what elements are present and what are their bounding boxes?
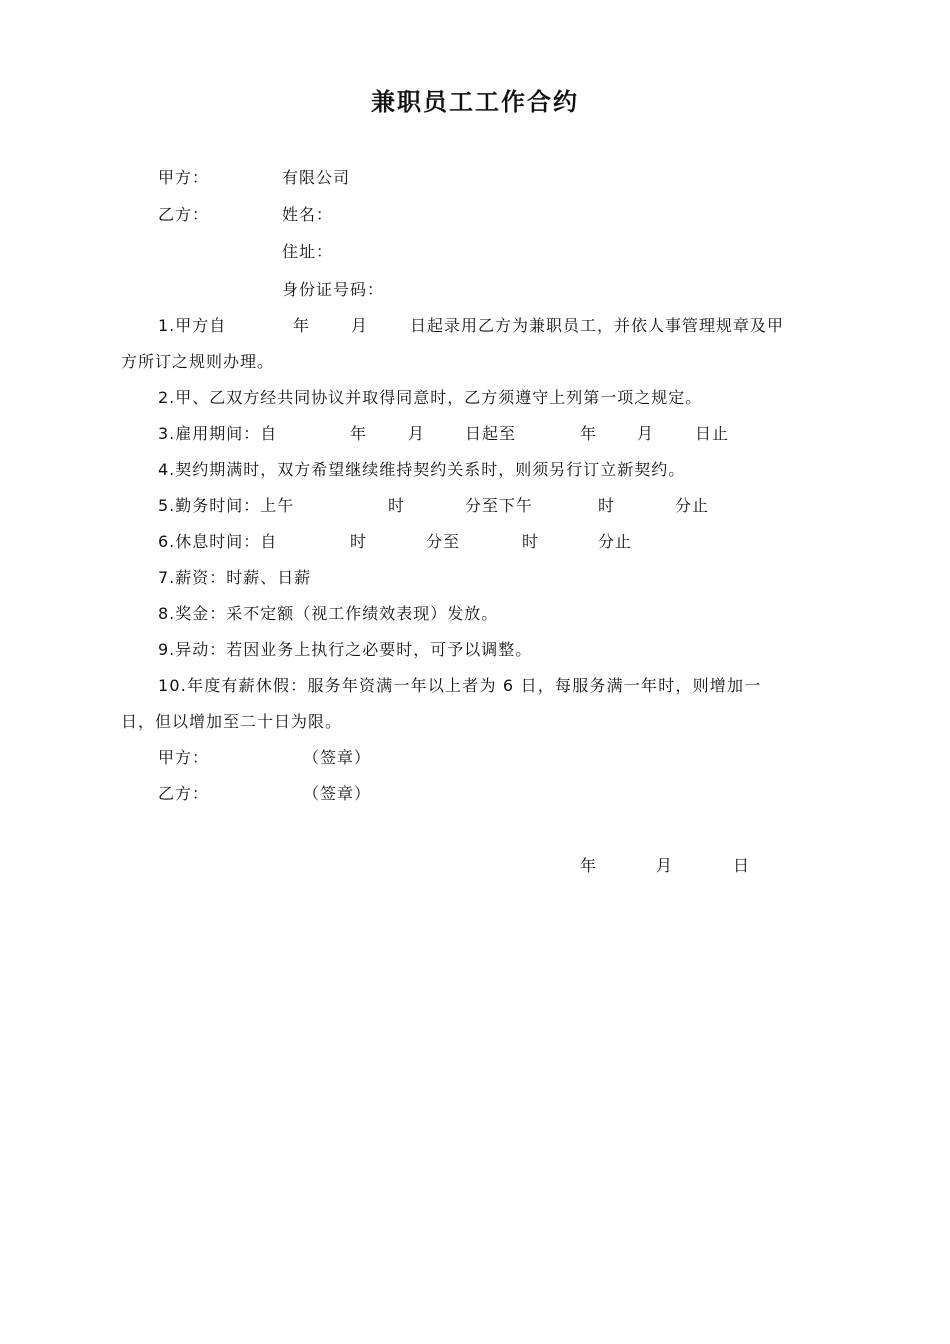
signature-party-b-label: 乙方： bbox=[158, 784, 210, 803]
clause-3-year-1: 年 bbox=[350, 424, 368, 443]
clause-1-year: 年 bbox=[293, 316, 311, 335]
clause-3-mid: 日起至 bbox=[465, 424, 517, 443]
page-title: 兼职员工工作合约 bbox=[371, 87, 579, 116]
clause-10-continuation: 日，但以增加至二十日为限。 bbox=[121, 712, 343, 731]
clause-3-end: 日止 bbox=[695, 424, 730, 443]
party-b-label: 乙方： bbox=[158, 205, 210, 224]
clause-6-end: 分止 bbox=[598, 532, 633, 551]
clause-9-text: 9.异动：若因业务上执行之必要时，可予以调整。 bbox=[158, 640, 533, 659]
clause-5-hour-1: 时 bbox=[388, 496, 406, 515]
clause-5-prefix: 5.勤务时间：上午 bbox=[158, 496, 295, 515]
date-day: 日 bbox=[733, 856, 751, 875]
clause-6-hour-1: 时 bbox=[350, 532, 368, 551]
clause-1-prefix: 1.甲方自 bbox=[158, 316, 227, 335]
clause-6-prefix: 6.休息时间：自 bbox=[158, 532, 278, 551]
clause-5-mid: 分至下午 bbox=[465, 496, 534, 515]
party-a-value: 有限公司 bbox=[282, 168, 351, 187]
date-year: 年 bbox=[580, 856, 598, 875]
clause-3-month-2: 月 bbox=[637, 424, 655, 443]
clause-1-month: 月 bbox=[351, 316, 369, 335]
signature-party-a-seal: （签章） bbox=[303, 748, 372, 767]
clause-6-mid: 分至 bbox=[426, 532, 461, 551]
date-month: 月 bbox=[656, 856, 674, 875]
clause-8-text: 8.奖金：采不定额（视工作绩效表现）发放。 bbox=[158, 604, 499, 623]
clause-5-end: 分止 bbox=[675, 496, 710, 515]
clause-6-hour-2: 时 bbox=[522, 532, 540, 551]
party-b-address-label: 住址： bbox=[282, 242, 334, 261]
clause-4-text: 4.契约期满时，双方希望继续维持契约关系时，则须另行订立新契约。 bbox=[158, 460, 686, 479]
signature-party-a-label: 甲方： bbox=[158, 748, 210, 767]
clause-10-text: 10.年度有薪休假：服务年资满一年以上者为 6 日，每服务满一年时，则增加一 bbox=[158, 676, 762, 695]
clause-3-prefix: 3.雇用期间：自 bbox=[158, 424, 278, 443]
clause-1-continuation: 方所订之规则办理。 bbox=[121, 352, 275, 371]
clause-3-month-1: 月 bbox=[408, 424, 426, 443]
party-b-id-label: 身份证号码： bbox=[282, 280, 385, 299]
party-a-label: 甲方： bbox=[158, 168, 210, 187]
clause-7-text: 7.薪资：时薪、日薪 bbox=[158, 568, 312, 587]
clause-3-year-2: 年 bbox=[580, 424, 598, 443]
party-b-name-label: 姓名： bbox=[282, 205, 334, 224]
clause-2-text: 2.甲、乙双方经共同协议并取得同意时，乙方须遵守上列第一项之规定。 bbox=[158, 388, 703, 407]
clause-5-hour-2: 时 bbox=[598, 496, 616, 515]
signature-party-b-seal: （签章） bbox=[303, 784, 372, 803]
clause-1-rest: 日起录用乙方为兼职员工，并依人事管理规章及甲 bbox=[410, 316, 785, 335]
